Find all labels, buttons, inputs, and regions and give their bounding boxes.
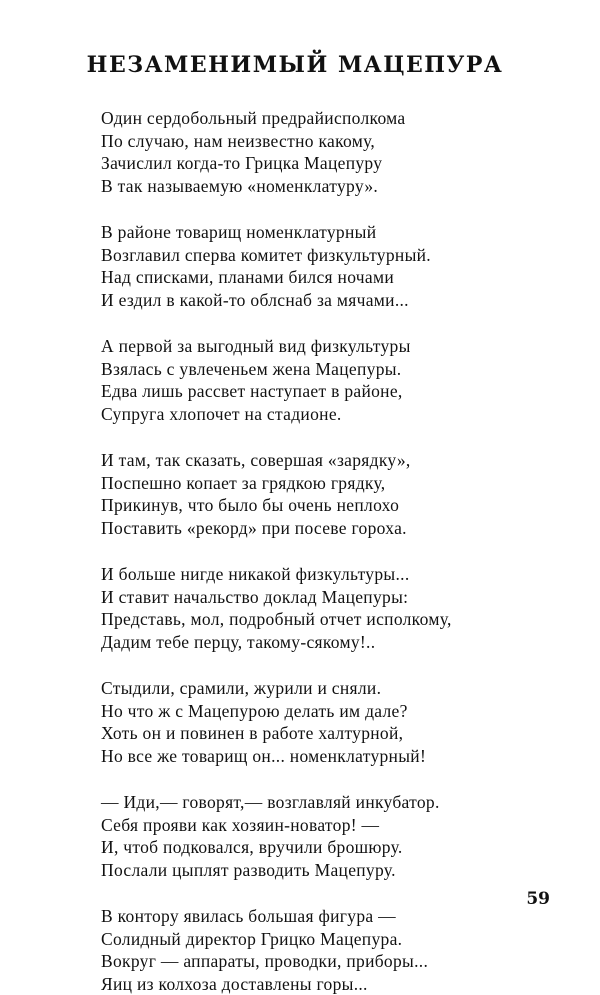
poem-line: Хоть он и повинен в работе халтурной, (101, 722, 561, 745)
poem-line: И ставит начальство доклад Мацепуры: (101, 586, 561, 609)
poem-line: Супруга хлопочет на стадионе. (101, 403, 561, 426)
poem-line: Возглавил сперва комитет физкультурный. (101, 244, 561, 267)
poem-line: — Иди,— говорят,— возглавляй инкубатор. (101, 791, 561, 814)
poem-line: Солидный директор Грицко Мацепура. (101, 928, 561, 951)
stanza-7 (101, 791, 561, 881)
poem-line: Прикинув, что было бы очень неплохо (101, 494, 561, 517)
poem-line: Дадим тебе перцу, такому-сякому!.. (101, 631, 561, 654)
poem-line: Послали цыплят разводить Мацепуру. (101, 859, 561, 882)
stanza-2 (101, 221, 561, 311)
poem-line: Себя прояви как хозяин-новатор! — (101, 814, 561, 837)
poem-line: В районе товарищ номенклатурный (101, 221, 561, 244)
stanza-1 (101, 107, 561, 197)
poem-line: И больше нигде никакой физкультуры... (101, 563, 561, 586)
poem-line: Поспешно копает за грядкою грядку, (101, 472, 561, 495)
poem-line: И, чтоб подковался, вручили брошюру. (101, 836, 561, 859)
poem-line: Но все же товарищ он... номенклатурный! (101, 745, 561, 768)
poem-line: Вокруг — аппараты, проводки, приборы... (101, 950, 561, 973)
stanza-3 (101, 335, 561, 425)
poem-line: Едва лишь рассвет наступает в районе, (101, 380, 561, 403)
poem-line: Один сердобольный предрайисполкома (101, 107, 561, 130)
poem-title: НЕЗАМЕНИМЫЙ МАЦЕПУРА (0, 50, 590, 80)
stanza-6 (101, 677, 561, 767)
poem-line: В так называемую «номенклатуру». (101, 175, 561, 198)
stanza-8 (101, 905, 561, 995)
poem-line: Зачислил когда-то Грицка Мацепуру (101, 152, 561, 175)
poem-line: Яиц из колхоза доставлены горы... (101, 973, 561, 995)
poem-line: И там, так сказать, совершая «зарядку», (101, 449, 561, 472)
poem-line: Стыдили, срамили, журили и сняли. (101, 677, 561, 700)
stanza-4 (101, 449, 561, 539)
poem-line: По случаю, нам неизвестно какому, (101, 130, 561, 153)
poem-line: Поставить «рекорд» при посеве гороха. (101, 517, 561, 540)
poem-line: Над списками, планами бился ночами (101, 266, 561, 289)
poem-line: Представь, мол, подробный отчет исполкому, (101, 608, 561, 631)
stanza-5 (101, 563, 561, 653)
poem-line: И ездил в какой-то облснаб за мячами... (101, 289, 561, 312)
poem-line: Взялась с увлеченьем жена Мацепуры. (101, 358, 561, 381)
page-number: 59 (526, 889, 550, 909)
poem-line: Но что ж с Мацепурою делать им дале? (101, 700, 561, 723)
poem-line: А первой за выгодный вид физкультуры (101, 335, 561, 358)
poem-body (101, 107, 561, 995)
poem-line: В контору явилась большая фигура — (101, 905, 561, 928)
